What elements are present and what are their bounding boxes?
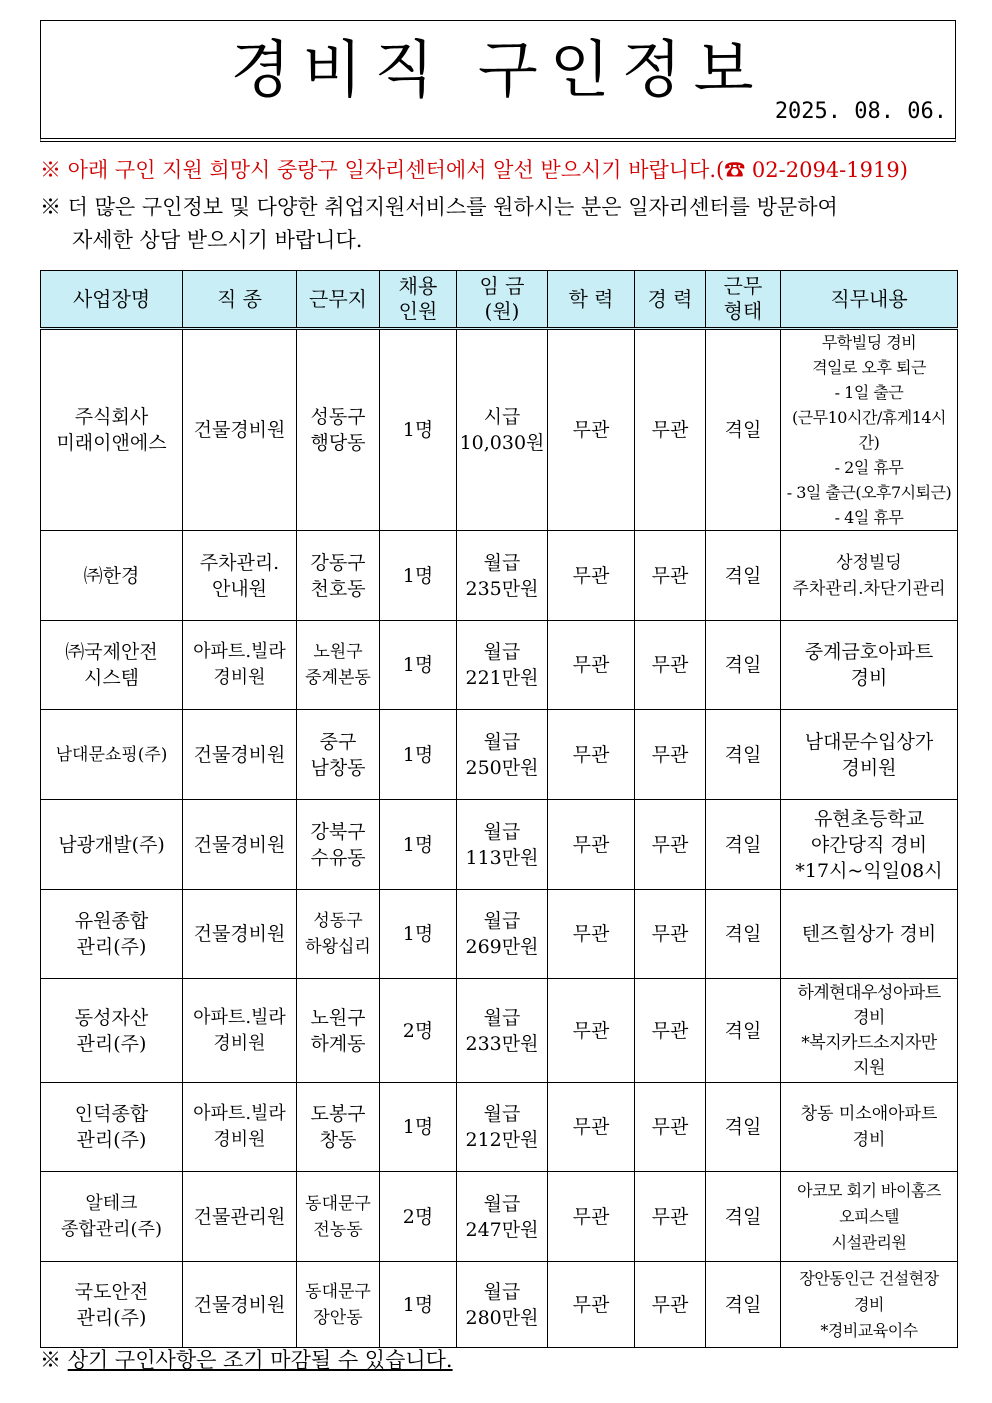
education-cell: 무관	[548, 979, 635, 1083]
wage-cell: 월급 280만원	[457, 1262, 548, 1348]
experience-cell: 무관	[635, 1262, 706, 1348]
company-cell: 알테크 종합관리(주)	[41, 1172, 183, 1262]
title-box	[40, 20, 956, 142]
work-type-cell: 격일	[706, 621, 781, 710]
job-type-cell: 건물경비원	[183, 890, 297, 979]
education-cell: 무관	[548, 890, 635, 979]
header-wage	[457, 271, 548, 329]
table-header-row	[41, 271, 958, 329]
education-cell: 무관	[548, 329, 635, 531]
table-row	[41, 979, 958, 1083]
experience-cell: 무관	[635, 800, 706, 890]
header-label: 직 종	[217, 286, 262, 311]
early-closing-text: 상기 구인사항은 조기 마감될 수 있습니다.	[67, 1348, 453, 1372]
experience-cell: 무관	[635, 1083, 706, 1172]
location-cell: 동대문구 전농동	[297, 1172, 380, 1262]
header-label: 근무 형태	[723, 274, 763, 323]
table-row	[41, 710, 958, 800]
education-cell: 무관	[548, 1083, 635, 1172]
header-experience	[635, 271, 706, 329]
header-company	[41, 271, 183, 329]
company-cell: 인덕종합 관리(주)	[41, 1083, 183, 1172]
duties-cell: 유현초등학교 야간당직 경비 *17시~익일08시	[781, 800, 958, 890]
company-cell: ㈜국제안전 시스템	[41, 621, 183, 710]
duties-cell: 장안동인근 건설현장 경비 *경비교육이수	[781, 1262, 958, 1348]
table-row	[41, 1172, 958, 1262]
header-label: 사업장명	[72, 286, 151, 311]
experience-cell: 무관	[635, 979, 706, 1083]
header-label: 학 력	[568, 286, 614, 311]
center-visit-notice-line2: 자세한 상담 받으시기 바랍니다.	[72, 228, 363, 252]
company-cell: 국도안전 관리(주)	[41, 1262, 183, 1348]
location-cell: 도봉구 창동	[297, 1083, 380, 1172]
wage-cell: 월급 247만원	[457, 1172, 548, 1262]
openings-cell: 1명	[380, 621, 457, 710]
table-row	[41, 1262, 958, 1348]
job-listings-table	[40, 270, 958, 1348]
location-cell: 강북구 수유동	[297, 800, 380, 890]
experience-cell: 무관	[635, 710, 706, 800]
openings-cell: 1명	[380, 531, 457, 621]
company-cell: 남대문쇼핑(주)	[41, 710, 183, 800]
education-cell: 무관	[548, 621, 635, 710]
education-cell: 무관	[548, 1172, 635, 1262]
center-visit-notice	[40, 191, 960, 257]
location-cell: 성동구 하왕십리	[297, 890, 380, 979]
work-type-cell: 격일	[706, 710, 781, 800]
location-cell: 노원구 중계본동	[297, 621, 380, 710]
header-label: 경 력	[647, 286, 693, 311]
header-work-type	[706, 271, 781, 329]
company-cell: 주식회사 미래이앤에스	[41, 329, 183, 531]
job-type-cell: 건물경비원	[183, 710, 297, 800]
duties-cell: 남대문수입상가 경비원	[781, 710, 958, 800]
table-row	[41, 1083, 958, 1172]
job-type-cell: 아파트.빌라 경비원	[183, 1083, 297, 1172]
openings-cell: 1명	[380, 800, 457, 890]
duties-cell: 창동 미소애아파트 경비	[781, 1083, 958, 1172]
table-row	[41, 800, 958, 890]
header-duties	[781, 271, 958, 329]
duties-cell: 하계현대우성아파트 경비 *복지카드소지자만 지원	[781, 979, 958, 1083]
duties-cell: 아코모 회기 바이홈즈 오피스텔 시설관리원	[781, 1172, 958, 1262]
duties-cell: 상정빌딩 주차관리.차단기관리	[781, 531, 958, 621]
location-cell: 강동구 천호동	[297, 531, 380, 621]
work-type-cell: 격일	[706, 890, 781, 979]
education-cell: 무관	[548, 710, 635, 800]
experience-cell: 무관	[635, 1172, 706, 1262]
header-label: 임 금 (원)	[479, 274, 525, 323]
job-type-cell: 건물경비원	[183, 800, 297, 890]
table-row	[41, 531, 958, 621]
work-type-cell: 격일	[706, 531, 781, 621]
work-type-cell: 격일	[706, 1083, 781, 1172]
company-cell: 유원종합 관리(주)	[41, 890, 183, 979]
job-type-cell: 아파트.빌라 경비원	[183, 979, 297, 1083]
header-education	[548, 271, 635, 329]
location-cell: 동대문구 장안동	[297, 1262, 380, 1348]
location-cell: 노원구 하계동	[297, 979, 380, 1083]
table-row	[41, 329, 958, 531]
table-row	[41, 621, 958, 710]
company-cell: 남광개발(주)	[41, 800, 183, 890]
wage-cell: 월급 235만원	[457, 531, 548, 621]
experience-cell: 무관	[635, 329, 706, 531]
early-closing-notice	[40, 1344, 453, 1374]
wage-cell: 시급 10,030원	[457, 329, 548, 531]
header-label: 근무지	[309, 286, 367, 311]
referral-notice: ※ 아래 구인 지원 희망시 중랑구 일자리센터에서 알선 받으시기 바랍니다.(☎ 02-2094-1919)	[40, 158, 908, 182]
openings-cell: 1명	[380, 329, 457, 531]
job-type-cell: 건물경비원	[183, 1262, 297, 1348]
job-type-cell: 주차관리. 안내원	[183, 531, 297, 621]
openings-cell: 2명	[380, 1172, 457, 1262]
work-type-cell: 격일	[706, 1172, 781, 1262]
header-location	[297, 271, 380, 329]
work-type-cell: 격일	[706, 979, 781, 1083]
wage-cell: 월급 212만원	[457, 1083, 548, 1172]
table-row	[41, 890, 958, 979]
wage-cell: 월급 250만원	[457, 710, 548, 800]
company-cell: 동성자산 관리(주)	[41, 979, 183, 1083]
experience-cell: 무관	[635, 621, 706, 710]
duties-cell: 텐즈힐상가 경비	[781, 890, 958, 979]
openings-cell: 1명	[380, 710, 457, 800]
wage-cell: 월급 269만원	[457, 890, 548, 979]
experience-cell: 무관	[635, 890, 706, 979]
page-title: 경비직 구인정보	[230, 33, 766, 106]
experience-cell: 무관	[635, 531, 706, 621]
header-label: 직무내용	[830, 286, 908, 311]
center-visit-notice-line1: ※ 더 많은 구인정보 및 다양한 취업지원서비스를 원하시는 분은 일자리센터를 방문하여	[40, 195, 838, 219]
work-type-cell: 격일	[706, 1262, 781, 1348]
openings-cell: 1명	[380, 890, 457, 979]
work-type-cell: 격일	[706, 329, 781, 531]
reference-mark: ※	[40, 1348, 61, 1372]
company-cell: ㈜한경	[41, 531, 183, 621]
education-cell: 무관	[548, 1262, 635, 1348]
duties-cell: 무학빌딩 경비 격일로 오후 퇴근 - 1일 출근 (근무10시간/휴게14시간) - 2일 휴무 - 3일 출근(오후7시퇴근) - 4일 휴무	[781, 329, 958, 531]
duties-cell: 중계금호아파트 경비	[781, 621, 958, 710]
work-type-cell: 격일	[706, 800, 781, 890]
job-type-cell: 아파트.빌라 경비원	[183, 621, 297, 710]
location-cell: 성동구 행당동	[297, 329, 380, 531]
openings-cell: 2명	[380, 979, 457, 1083]
header-label: 채용 인원	[398, 274, 438, 323]
education-cell: 무관	[548, 531, 635, 621]
education-cell: 무관	[548, 800, 635, 890]
openings-cell: 1명	[380, 1083, 457, 1172]
posting-date: 2025. 08. 06.	[774, 99, 947, 124]
wage-cell: 월급 113만원	[457, 800, 548, 890]
openings-cell: 1명	[380, 1262, 457, 1348]
header-openings	[380, 271, 457, 329]
location-cell: 중구 남창동	[297, 710, 380, 800]
wage-cell: 월급 233만원	[457, 979, 548, 1083]
job-type-cell: 건물관리원	[183, 1172, 297, 1262]
wage-cell: 월급 221만원	[457, 621, 548, 710]
header-job-type	[183, 271, 297, 329]
job-type-cell: 건물경비원	[183, 329, 297, 531]
